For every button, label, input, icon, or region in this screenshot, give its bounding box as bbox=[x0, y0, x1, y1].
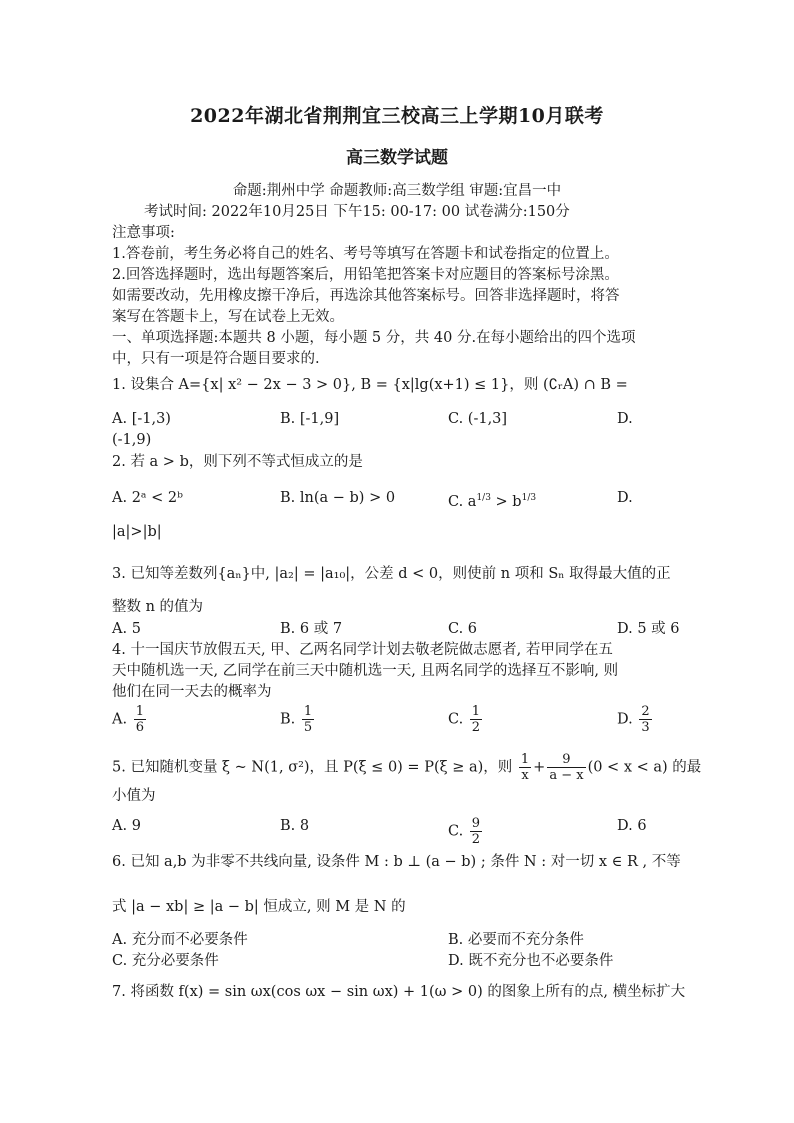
question-4-stem-line-1: 4. 十一国庆节放假五天, 甲、乙两名同学计划去敬老院做志愿者, 若甲同学在五 bbox=[112, 642, 613, 658]
fraction-numerator: 9 bbox=[471, 816, 481, 831]
fraction-denominator: x bbox=[521, 768, 529, 783]
question-4-option-c bbox=[448, 704, 484, 735]
question-4-option-d-fraction bbox=[639, 704, 651, 735]
fraction-numerator: 1 bbox=[471, 704, 481, 719]
question-4-option-c-fraction bbox=[470, 704, 482, 735]
question-2-option-c-base-a: C. a bbox=[448, 493, 477, 510]
exam-authors: 命题:荆州中学 命题教师:高三数学组 审题:宜昌一中 bbox=[232, 183, 562, 199]
question-7-stem-line-1: 7. 将函数 f(x) = sin ωx(cos ωx − sin ωx) + 1(ω > 0) 的图象上所有的点, 横坐标扩大 bbox=[112, 984, 686, 1000]
question-6-option-a: A. 充分而不必要条件 bbox=[112, 932, 248, 948]
section-heading-line-2: 中，只有一项是符合题目要求的. bbox=[112, 351, 320, 367]
fraction-numerator: 1 bbox=[303, 704, 313, 719]
question-6-option-b: B. 必要而不充分条件 bbox=[448, 932, 584, 948]
question-2-option-d: D. bbox=[617, 490, 633, 506]
question-2-stem: 2. 若 a > b，则下列不等式恒成立的是 bbox=[112, 454, 363, 470]
question-4-option-a-label: A. bbox=[112, 711, 128, 728]
question-6-option-c: C. 充分必要条件 bbox=[112, 953, 219, 969]
question-6-stem-line-2: 式 |a − xb| ≥ |a − b| 恒成立, 则 M 是 N 的 bbox=[112, 899, 406, 915]
question-5-option-a: A. 9 bbox=[112, 818, 141, 834]
question-5-option-b: B. 8 bbox=[280, 818, 310, 834]
question-5-stem-line-1 bbox=[112, 752, 701, 783]
question-5-option-c-fraction bbox=[470, 816, 482, 847]
question-4-option-a-fraction bbox=[134, 704, 146, 735]
question-5-stem-line-2: 小值为 bbox=[112, 788, 156, 804]
question-6-option-d: D. 既不充分也不必要条件 bbox=[448, 953, 614, 969]
question-2-option-c-exp-a: 1/3 bbox=[476, 493, 491, 503]
fraction-numerator: 1 bbox=[135, 704, 144, 719]
question-3-stem-line-1: 3. 已知等差数列{aₙ}中, |a₂| = |a₁₀|，公差 d < 0，则使前 n 项和 Sₙ 取得最大值的正 bbox=[112, 566, 671, 582]
fraction-denominator: 3 bbox=[641, 720, 650, 735]
question-4-option-d bbox=[617, 704, 654, 735]
fraction-denominator: 2 bbox=[471, 720, 481, 735]
question-3-stem-line-2: 整数 n 的值为 bbox=[112, 599, 204, 615]
note-item-1: 1.答卷前，考生务必将自己的姓名、考号等填写在答题卡和试卷指定的位置上。 bbox=[112, 246, 619, 262]
exam-info: 考试时间: 2022年10月25日 下午15: 00-17: 00 试卷满分:150分 bbox=[144, 204, 570, 220]
question-2-option-d-value: |a|>|b| bbox=[112, 524, 162, 540]
question-1-option-a: A. [-1,3) bbox=[112, 411, 171, 427]
question-3-option-d: D. 5 或 6 bbox=[617, 621, 680, 637]
question-5-fraction-1 bbox=[519, 752, 531, 783]
question-3-option-b: B. 6 或 7 bbox=[280, 621, 343, 637]
question-4-option-b bbox=[280, 704, 316, 735]
question-1-option-d: D. bbox=[617, 411, 633, 427]
exam-subtitle: 高三数学试题 bbox=[346, 148, 448, 168]
question-4-stem-line-3: 他们在同一天去的概率为 bbox=[112, 684, 272, 700]
section-heading-line-1: 一、单项选择题:本题共 8 小题，每小题 5 分，共 40 分.在每小题给出的四个选项 bbox=[112, 330, 636, 346]
question-4-option-b-label: B. bbox=[280, 711, 296, 728]
question-3-option-a: A. 5 bbox=[112, 621, 141, 637]
note-item-2-line-2: 如需要改动，先用橡皮擦干净后，再选涂其他答案标号。回答非选择题时，将答 bbox=[112, 288, 620, 304]
question-2-option-b: B. ln(a − b) > 0 bbox=[280, 490, 396, 506]
question-5-option-d: D. 6 bbox=[617, 818, 647, 834]
question-4-option-a bbox=[112, 704, 148, 735]
fraction-denominator: 2 bbox=[471, 832, 481, 847]
question-5-stem-pre: 5. 已知随机变量 ξ ~ N(1, σ²)，且 P(ξ ≤ 0) = P(ξ ≥ a)，则 bbox=[112, 759, 513, 776]
question-5-plus: + bbox=[533, 759, 546, 776]
question-3-option-c: C. 6 bbox=[448, 621, 478, 637]
question-2-option-c-exp-b: 1/3 bbox=[521, 493, 537, 503]
question-5-stem-post: (0 < x < a) 的最 bbox=[587, 759, 702, 776]
notes-heading: 注意事项: bbox=[112, 225, 175, 241]
question-5-option-c-label: C. bbox=[448, 823, 464, 840]
question-1-option-c: C. (-1,3] bbox=[448, 411, 508, 427]
question-1-option-d-value: (-1,9) bbox=[112, 432, 152, 448]
fraction-denominator: a − x bbox=[549, 768, 584, 783]
question-1-option-b: B. [-1,9] bbox=[280, 411, 340, 427]
note-item-2-line-1: 2.回答选择题时，选出每题答案后，用铅笔把答案卡对应题目的答案标号涂黑。 bbox=[112, 267, 619, 283]
exam-title: 2022年湖北省荆荆宜三校高三上学期10月联考 bbox=[190, 105, 604, 127]
question-4-option-d-label: D. bbox=[617, 711, 633, 728]
question-2-option-a: A. 2ᵃ < 2ᵇ bbox=[112, 490, 183, 506]
question-5-option-c bbox=[448, 816, 484, 847]
question-1-stem: 1. 设集合 A={x| x² − 2x − 3 > 0}, B = {x|lg(x+1) ≤ 1}，则 (∁ᵣA) ∩ B = bbox=[112, 377, 628, 393]
question-4-stem-line-2: 天中随机选一天, 乙同学在前三天中随机选一天, 且两名同学的选择互不影响, 则 bbox=[112, 663, 619, 679]
question-2-option-c-base-b: > b bbox=[490, 493, 522, 510]
fraction-numerator: 1 bbox=[520, 752, 530, 767]
fraction-numerator: 2 bbox=[641, 704, 650, 719]
question-4-option-c-label: C. bbox=[448, 711, 464, 728]
question-6-stem-line-1: 6. 已知 a,b 为非零不共线向量, 设条件 M : b ⊥ (a − b) ; 条件 N : 对一切 x ∈ R , 不等 bbox=[112, 854, 681, 870]
question-2-option-c bbox=[448, 488, 536, 512]
fraction-denominator: 6 bbox=[135, 720, 144, 735]
question-5-fraction-2 bbox=[547, 752, 585, 783]
question-4-option-b-fraction bbox=[302, 704, 314, 735]
note-item-2-line-3: 案写在答题卡上，写在试卷上无效。 bbox=[112, 309, 344, 325]
fraction-denominator: 5 bbox=[303, 720, 313, 735]
fraction-numerator: 9 bbox=[547, 752, 585, 768]
